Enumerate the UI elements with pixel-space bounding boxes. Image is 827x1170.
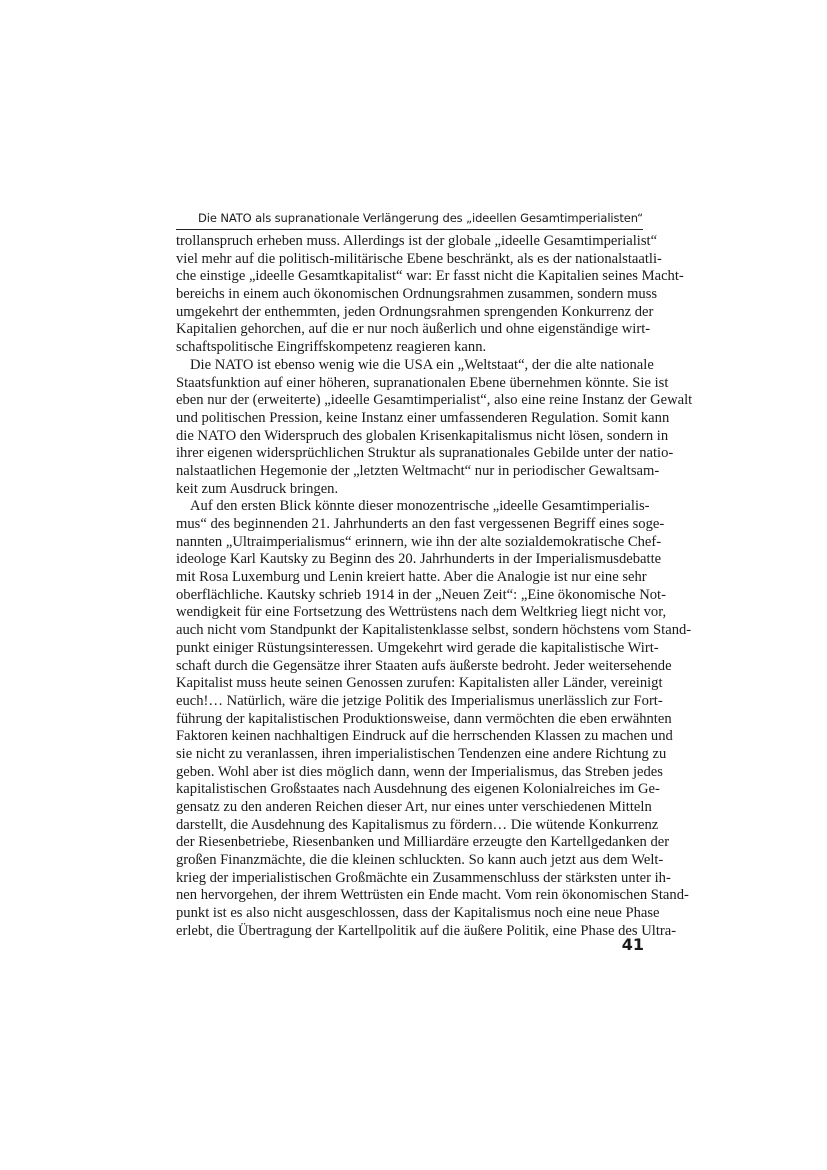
text-line: euch!… Natürlich, wäre die jetzige Politik des Imperialismus unerlässlich zur Fort- [176,692,663,709]
text-line: wendigkeit für eine Fortsetzung des Wettrüstens nach dem Weltkrieg liegt nicht vor, [176,604,667,621]
text-line: geben. Wohl aber ist dies möglich dann, wenn der Imperialismus, das Streben jedes [176,763,663,780]
text-line: mus“ des beginnenden 21. Jahrhunderts an den fast vergessenen Begriff eines soge- [176,516,665,532]
page-number: 41 [621,935,644,954]
text-line: trollanspruch erheben muss. Allerdings ist der globale „ideelle Gesamtimperialist“ [176,233,658,249]
text-line: punkt ist es also nicht ausgeschlossen, dass der Kapitalismus noch eine neue Phase [176,905,660,922]
text-line: auch nicht vom Standpunkt der Kapitalistenklasse selbst, sondern höchstens vom Stand- [176,622,692,639]
text-line: Faktoren keinen nachhaltigen Eindruck auf die herrschenden Klassen zu machen und [176,728,673,745]
text-line: Kapitalist muss heute seinen Genossen zurufen: Kapitalisten aller Länder, vereinigt [176,675,663,692]
text-line: nannten „Ultraimperialismus“ erinnern, wie ihn der alte sozialdemokratische Chef- [176,533,662,550]
text-line: schaftspolitische Eingriffskompetenz reagieren kann. [176,339,487,356]
text-line: die NATO den Widerspruch des globalen Krisenkapitalismus nicht lösen, sondern in [176,427,669,444]
text-line: krieg der imperialistischen Großmächte ein Zusammenschluss der stärksten unter ih- [176,869,671,886]
text-line: umgekehrt der enthemmten, jeden Ordnungsrahmen sprengenden Konkurrenz der [176,303,654,320]
text-line: che einstige „ideelle Gesamtkapitalist“ war: Er fasst nicht die Kapitalien seines Macht- [176,268,684,285]
text-line: bereichs in einem auch ökonomischen Ordnungsrahmen zusammen, sondern muss [176,286,658,303]
text-line: nalstaatlichen Hegemonie der „letzten Weltmacht“ nur in periodischer Gewaltsam- [176,462,660,479]
paragraph [176,356,693,499]
text-line: darstellt, die Ausdehnung des Kapitalismus zu fördern… Die wütende Konkurrenz [176,816,659,833]
text-line: viel mehr auf die politisch-militärische Ebene beschränkt, als es der nationalstaatli- [176,250,662,267]
text-line: nen hervorgehen, der ihrem Wettrüsten ein Ende macht. Vom rein ökonomischen Stand- [176,887,689,904]
running-header: Die NATO als supranationale Verlängerung des „ideellen Gesamtimperialisten“ [197,211,643,225]
body-text [176,233,693,941]
text-line: Die NATO ist ebenso wenig wie die USA ein „Weltstaat“, der die alte nationale [190,356,654,373]
text-line: Kapitalien gehorchen, auf die er nur noch äußerlich und ohne eigenständige wirt- [176,321,651,338]
text-line: gensatz zu den anderen Reichen dieser Art, nur eines unter verschiedenen Mitteln [176,799,652,815]
text-line: kapitalistischen Großstaates nach Ausdehnung des eigenen Kolonialreiches im Ge- [176,781,660,798]
text-line: Auf den ersten Blick könnte dieser monozentrische „ideelle Gesamtimperialis- [190,498,650,515]
paragraph [176,233,684,357]
text-line: ihrer eigenen widersprüchlichen Struktur als supranationales Gebilde unter der natio- [176,445,674,462]
text-line: punkt einiger Rüstungsinteressen. Umgekehrt wird gerade die kapitalistische Wirt- [176,639,659,656]
text-line: eben nur der (erweiterte) „ideelle Gesamtimperialist“, also eine reine Instanz der Gewalt [176,392,693,409]
header-rule [176,229,643,230]
text-line: Staatsfunktion auf einer höheren, supranationalen Ebene übernehmen könnte. Sie ist [176,374,669,391]
text-line: ideologe Karl Kautsky zu Beginn des 20. Jahrhunderts in der Imperialismusdebatte [176,551,662,568]
text-line: oberflächliche. Kautsky schrieb 1914 in der „Neuen Zeit“: „Eine ökonomische Not- [176,586,666,603]
text-line: großen Finanzmächte, die die kleinen schluckten. So kann auch jetzt aus dem Welt- [176,852,664,869]
text-line: schaft durch die Gegensätze ihrer Staaten aufs äußerste bedroht. Jeder weitersehende [176,657,672,674]
text-line: sie nicht zu veranlassen, ihren imperialistischen Tendenzen eine andere Richtung zu [176,745,667,762]
text-line: und politischen Pression, keine Instanz einer umfassenderen Regulation. Somit kann [176,409,670,426]
paragraph [176,498,692,940]
text-line: keit zum Ausdruck bringen. [176,480,339,497]
text-line: erlebt, die Übertragung der Kartellpolitik auf die äußere Politik, eine Phase des Ultra- [176,922,677,939]
text-line: mit Rosa Luxemburg und Lenin kreiert hatte. Aber die Analogie ist nur eine sehr [176,569,647,586]
text-line: der Riesenbetriebe, Riesenbanken und Milliardäre erzeugte den Kartellgedanken der [176,834,670,851]
text-line: führung der kapitalistischen Produktionsweise, dann vermöchten die eben erwähnten [176,710,672,727]
